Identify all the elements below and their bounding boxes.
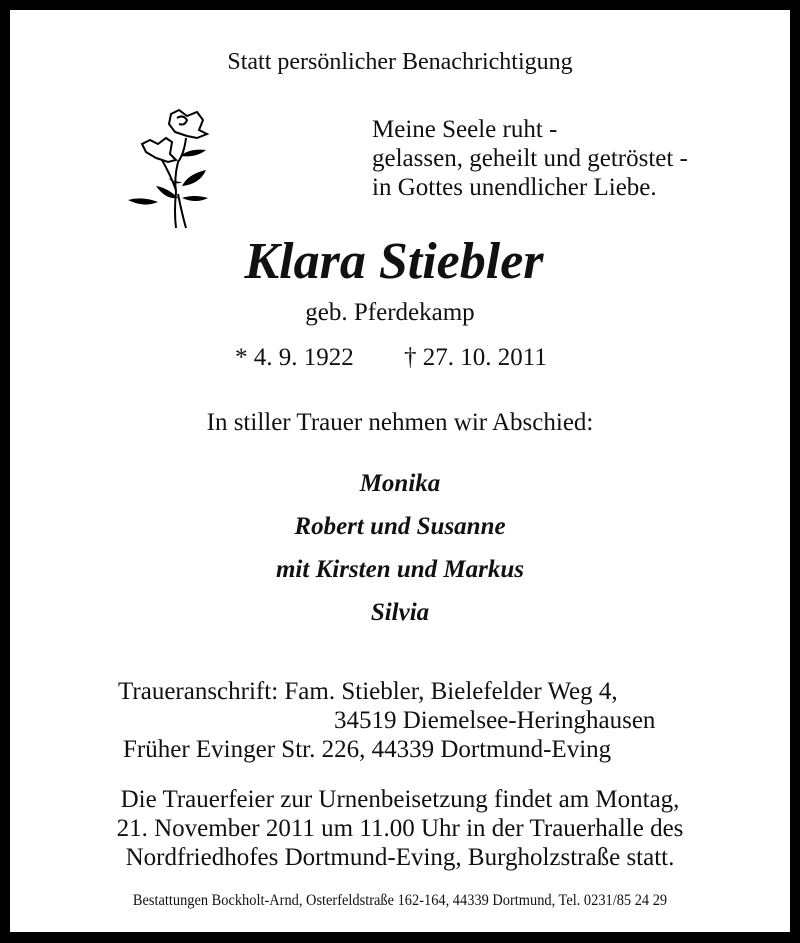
address-line: 34519 Diemelsee-Heringhausen (334, 707, 656, 734)
mourner-name: Monika (359, 470, 441, 497)
maiden-name: geb. Pferdekamp (305, 299, 475, 326)
verse-line: in Gottes unendlicher Liebe. (372, 174, 657, 201)
obituary-notice (10, 10, 790, 932)
deceased-name: Klara Stiebler (244, 233, 544, 290)
ceremony-line: Nordfriedhofes Dortmund-Eving, Burgholzstraße statt. (125, 844, 675, 871)
address-line: Traueranschrift: Fam. Stiebler, Bielefelder Weg 4, (118, 678, 618, 705)
birth-date: * 4. 9. 1922 (235, 344, 354, 371)
mourning-line: In stiller Trauer nehmen wir Abschied: (206, 409, 594, 436)
address-line: Früher Evinger Str. 226, 44339 Dortmund-Eving (123, 736, 612, 763)
ceremony-line: Die Trauerfeier zur Urnenbeisetzung findet am Montag, (120, 786, 680, 813)
verse-line: gelassen, geheilt und getröstet - (372, 145, 688, 172)
mourner-name: Robert und Susanne (294, 513, 506, 540)
death-date: † 27. 10. 2011 (404, 344, 547, 371)
ceremony-line: 21. November 2011 um 11.00 Uhr in der Trauerhalle des (116, 815, 684, 842)
mourner-name: Silvia (370, 599, 430, 626)
funeral-home-footer: Bestattungen Bockholt-Arnd, Osterfeldstraße 162-164, 44339 Dortmund, Tel. 0231/85 24 29 (132, 892, 668, 909)
rose-icon (114, 106, 214, 236)
header-text: Statt persönlicher Benachrichtigung (227, 49, 573, 75)
mourner-name: mit Kirsten und Markus (275, 556, 524, 583)
verse-line: Meine Seele ruht - (372, 116, 558, 143)
